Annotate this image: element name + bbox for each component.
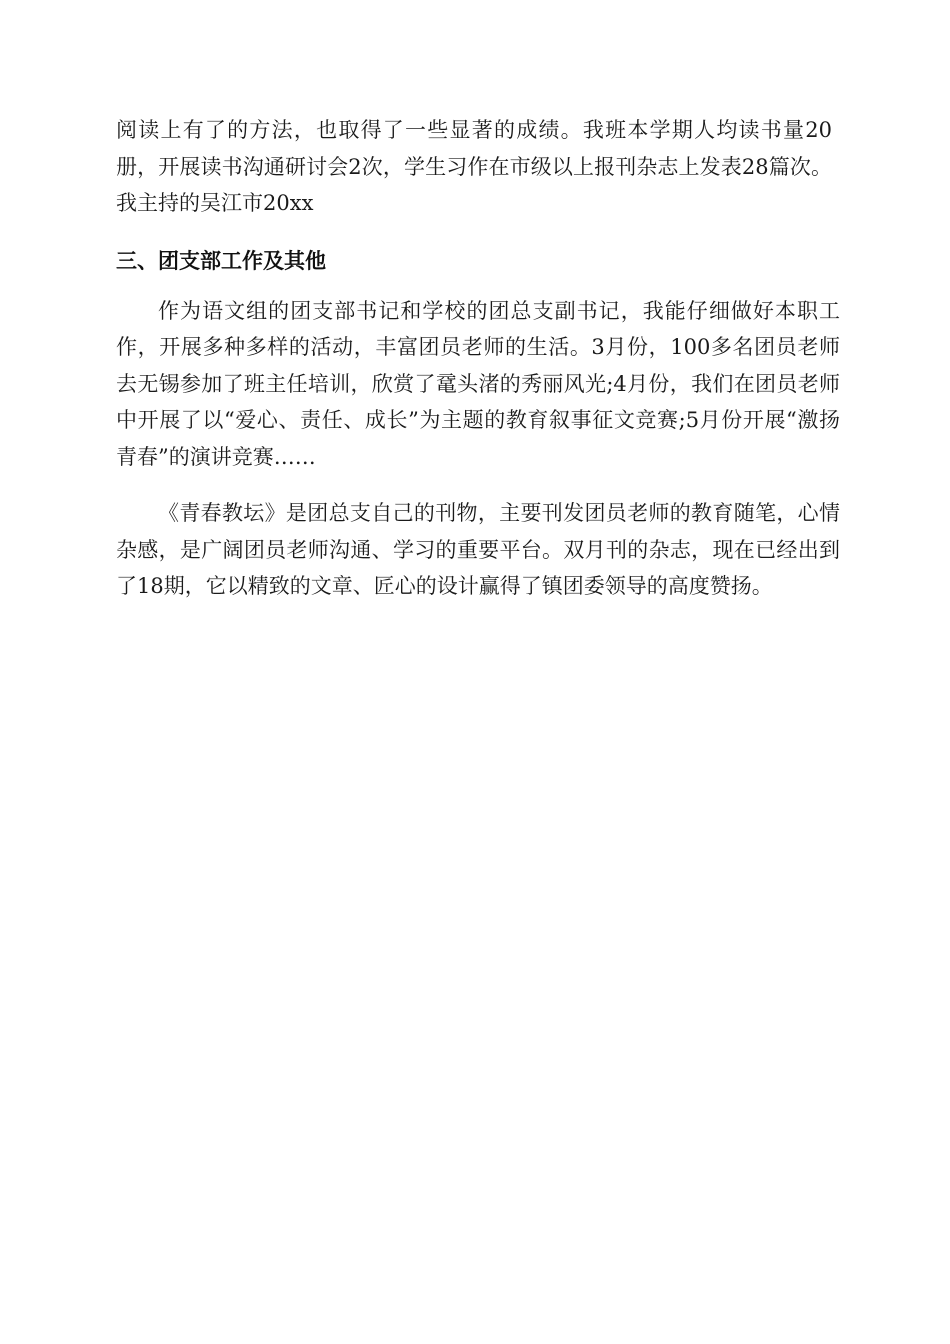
paragraph-spacer	[116, 475, 840, 495]
paragraph-league-activities: 作为语文组的团支部书记和学校的团总支副书记，我能仔细做好本职工作，开展多种多样的活动，丰富团员老师的生活。3月份，100多名团员老师去无锡参加了班主任培训，欣赏了鼋头渚的秀丽风光;4月份，我们在团员老师中开展了以“爱心、责任、成长”为主题的教育叙事征文竞赛;5月份开展“激扬青春”的演讲竞赛……	[116, 298, 840, 469]
document-body	[116, 112, 840, 605]
paragraph-journal: 《青春教坛》是团总支自己的刊物，主要刊发团员老师的教育随笔，心情杂感，是广阔团员老师沟通、学习的重要平台。双月刊的杂志，现在已经出到了18期，它以精致的文章、匠心的设计赢得了镇团委领导的高度赞扬。	[116, 501, 840, 598]
paragraph-reading-results: 阅读上有了的方法，也取得了一些显著的成绩。我班本学期人均读书量20册，开展读书沟通研讨会2次，学生习作在市级以上报刊杂志上发表28篇次。我主持的吴江市20xx	[116, 118, 832, 215]
section-heading: 三、团支部工作及其他	[116, 248, 326, 273]
